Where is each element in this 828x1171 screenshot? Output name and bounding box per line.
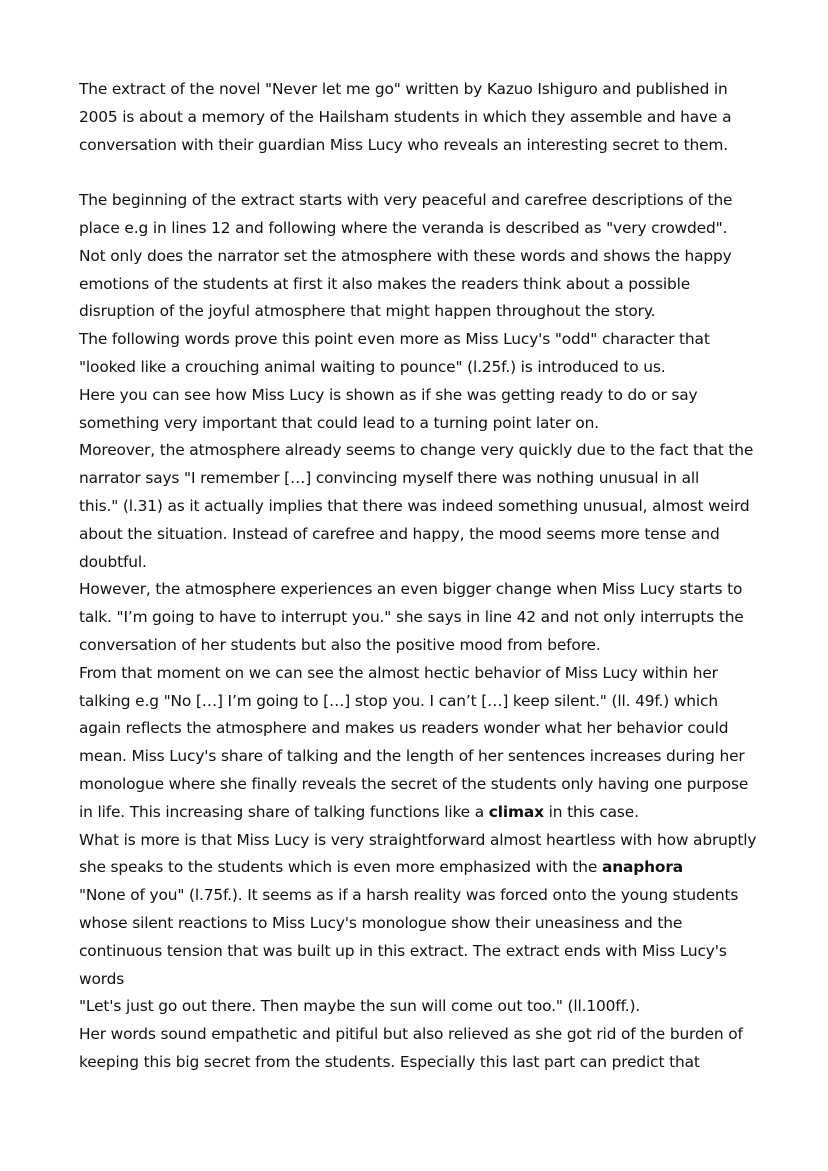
text-line: continuous tension that was built up in this extract. The extract ends with Miss Lucy's xyxy=(79,941,727,960)
climax-line xyxy=(79,799,759,827)
climax-line-after: in this case. xyxy=(543,802,639,821)
text-line: whose silent reactions to Miss Lucy's monologue show their uneasiness and the xyxy=(79,913,683,932)
text-line: words xyxy=(79,969,125,988)
text-line: conversation of her students but also the positive mood from before. xyxy=(79,635,601,654)
text-line: about the situation. Instead of carefree and happy, the mood seems more tense and xyxy=(79,524,720,543)
text-line: From that moment on we can see the almost hectic behavior of Miss Lucy within her xyxy=(79,663,718,682)
paragraph-gap xyxy=(79,159,759,187)
text-line: Here you can see how Miss Lucy is shown as if she was getting ready to do or say xyxy=(79,385,698,404)
text-line: "looked like a crouching animal waiting to pounce" (l.25f.) is introduced to us. xyxy=(79,357,666,376)
text-line: mean. Miss Lucy's share of talking and the length of her sentences increases during her xyxy=(79,747,745,766)
text-line: emotions of the students at first it also makes the readers think about a possible xyxy=(79,274,691,293)
text-line: talking e.g "No […] I’m going to […] stop you. I can’t […] keep silent." (ll. 49f.) which xyxy=(79,691,718,710)
intro-paragraph xyxy=(79,76,759,159)
text-line: conversation with their guardian Miss Lucy who reveals an interesting secret to them. xyxy=(79,135,728,154)
text-line: monologue where she finally reveals the secret of the students only having one purpose xyxy=(79,774,749,793)
text-line: Her words sound empathetic and pitiful but also relieved as she got rid of the burden of xyxy=(79,1025,743,1044)
text-line: The extract of the novel "Never let me go" written by Kazuo Ishiguro and published in xyxy=(79,80,728,98)
text-line: Moreover, the atmosphere already seems to change very quickly due to the fact that the xyxy=(79,441,754,460)
text-line: keeping this big secret from the students. Especially this last part can predict that xyxy=(79,1052,700,1071)
text-line: Not only does the narrator set the atmosphere with these words and shows the happy xyxy=(79,246,732,265)
analysis-paragraph xyxy=(79,187,759,1077)
text-line: narrator says "I remember […] convincing myself there was nothing unusual in all xyxy=(79,469,700,488)
text-line: this." (l.31) as it actually implies that there was indeed something unusual, almost weird xyxy=(79,496,750,515)
anaphora-line xyxy=(79,854,759,882)
text-line: disruption of the joyful atmosphere that might happen throughout the story. xyxy=(79,302,656,321)
text-line: The beginning of the extract starts with very peaceful and carefree descriptions of the xyxy=(79,191,733,210)
text-line: "None of you" (l.75f.). It seems as if a harsh reality was forced onto the young students xyxy=(79,886,739,905)
climax-term: climax xyxy=(488,802,544,821)
climax-line-before: in life. This increasing share of talking functions like a xyxy=(79,802,489,821)
text-line: talk. "I’m going to have to interrupt you." she says in line 42 and not only interrupts the xyxy=(79,608,744,627)
document-page xyxy=(79,76,759,1077)
text-line: place e.g in lines 12 and following where the veranda is described as "very crowded". xyxy=(79,218,728,237)
text-line: The following words prove this point even more as Miss Lucy's "odd" character that xyxy=(79,330,710,349)
anaphora-term: anaphora xyxy=(601,858,684,877)
text-line: doubtful. xyxy=(79,552,147,571)
text-line: What is more is that Miss Lucy is very straightforward almost heartless with how abruptly xyxy=(79,830,757,849)
text-line: "Let's just go out there. Then maybe the sun will come out too." (ll.100ff.). xyxy=(79,997,641,1016)
text-line: something very important that could lead to a turning point later on. xyxy=(79,413,600,432)
text-line: again reflects the atmosphere and makes us readers wonder what her behavior could xyxy=(79,719,729,738)
text-line: 2005 is about a memory of the Hailsham students in which they assemble and have a xyxy=(79,107,732,126)
text-line: However, the atmosphere experiences an even bigger change when Miss Lucy starts to xyxy=(79,580,743,599)
anaphora-line-before: she speaks to the students which is even more emphasized with the xyxy=(79,858,602,877)
